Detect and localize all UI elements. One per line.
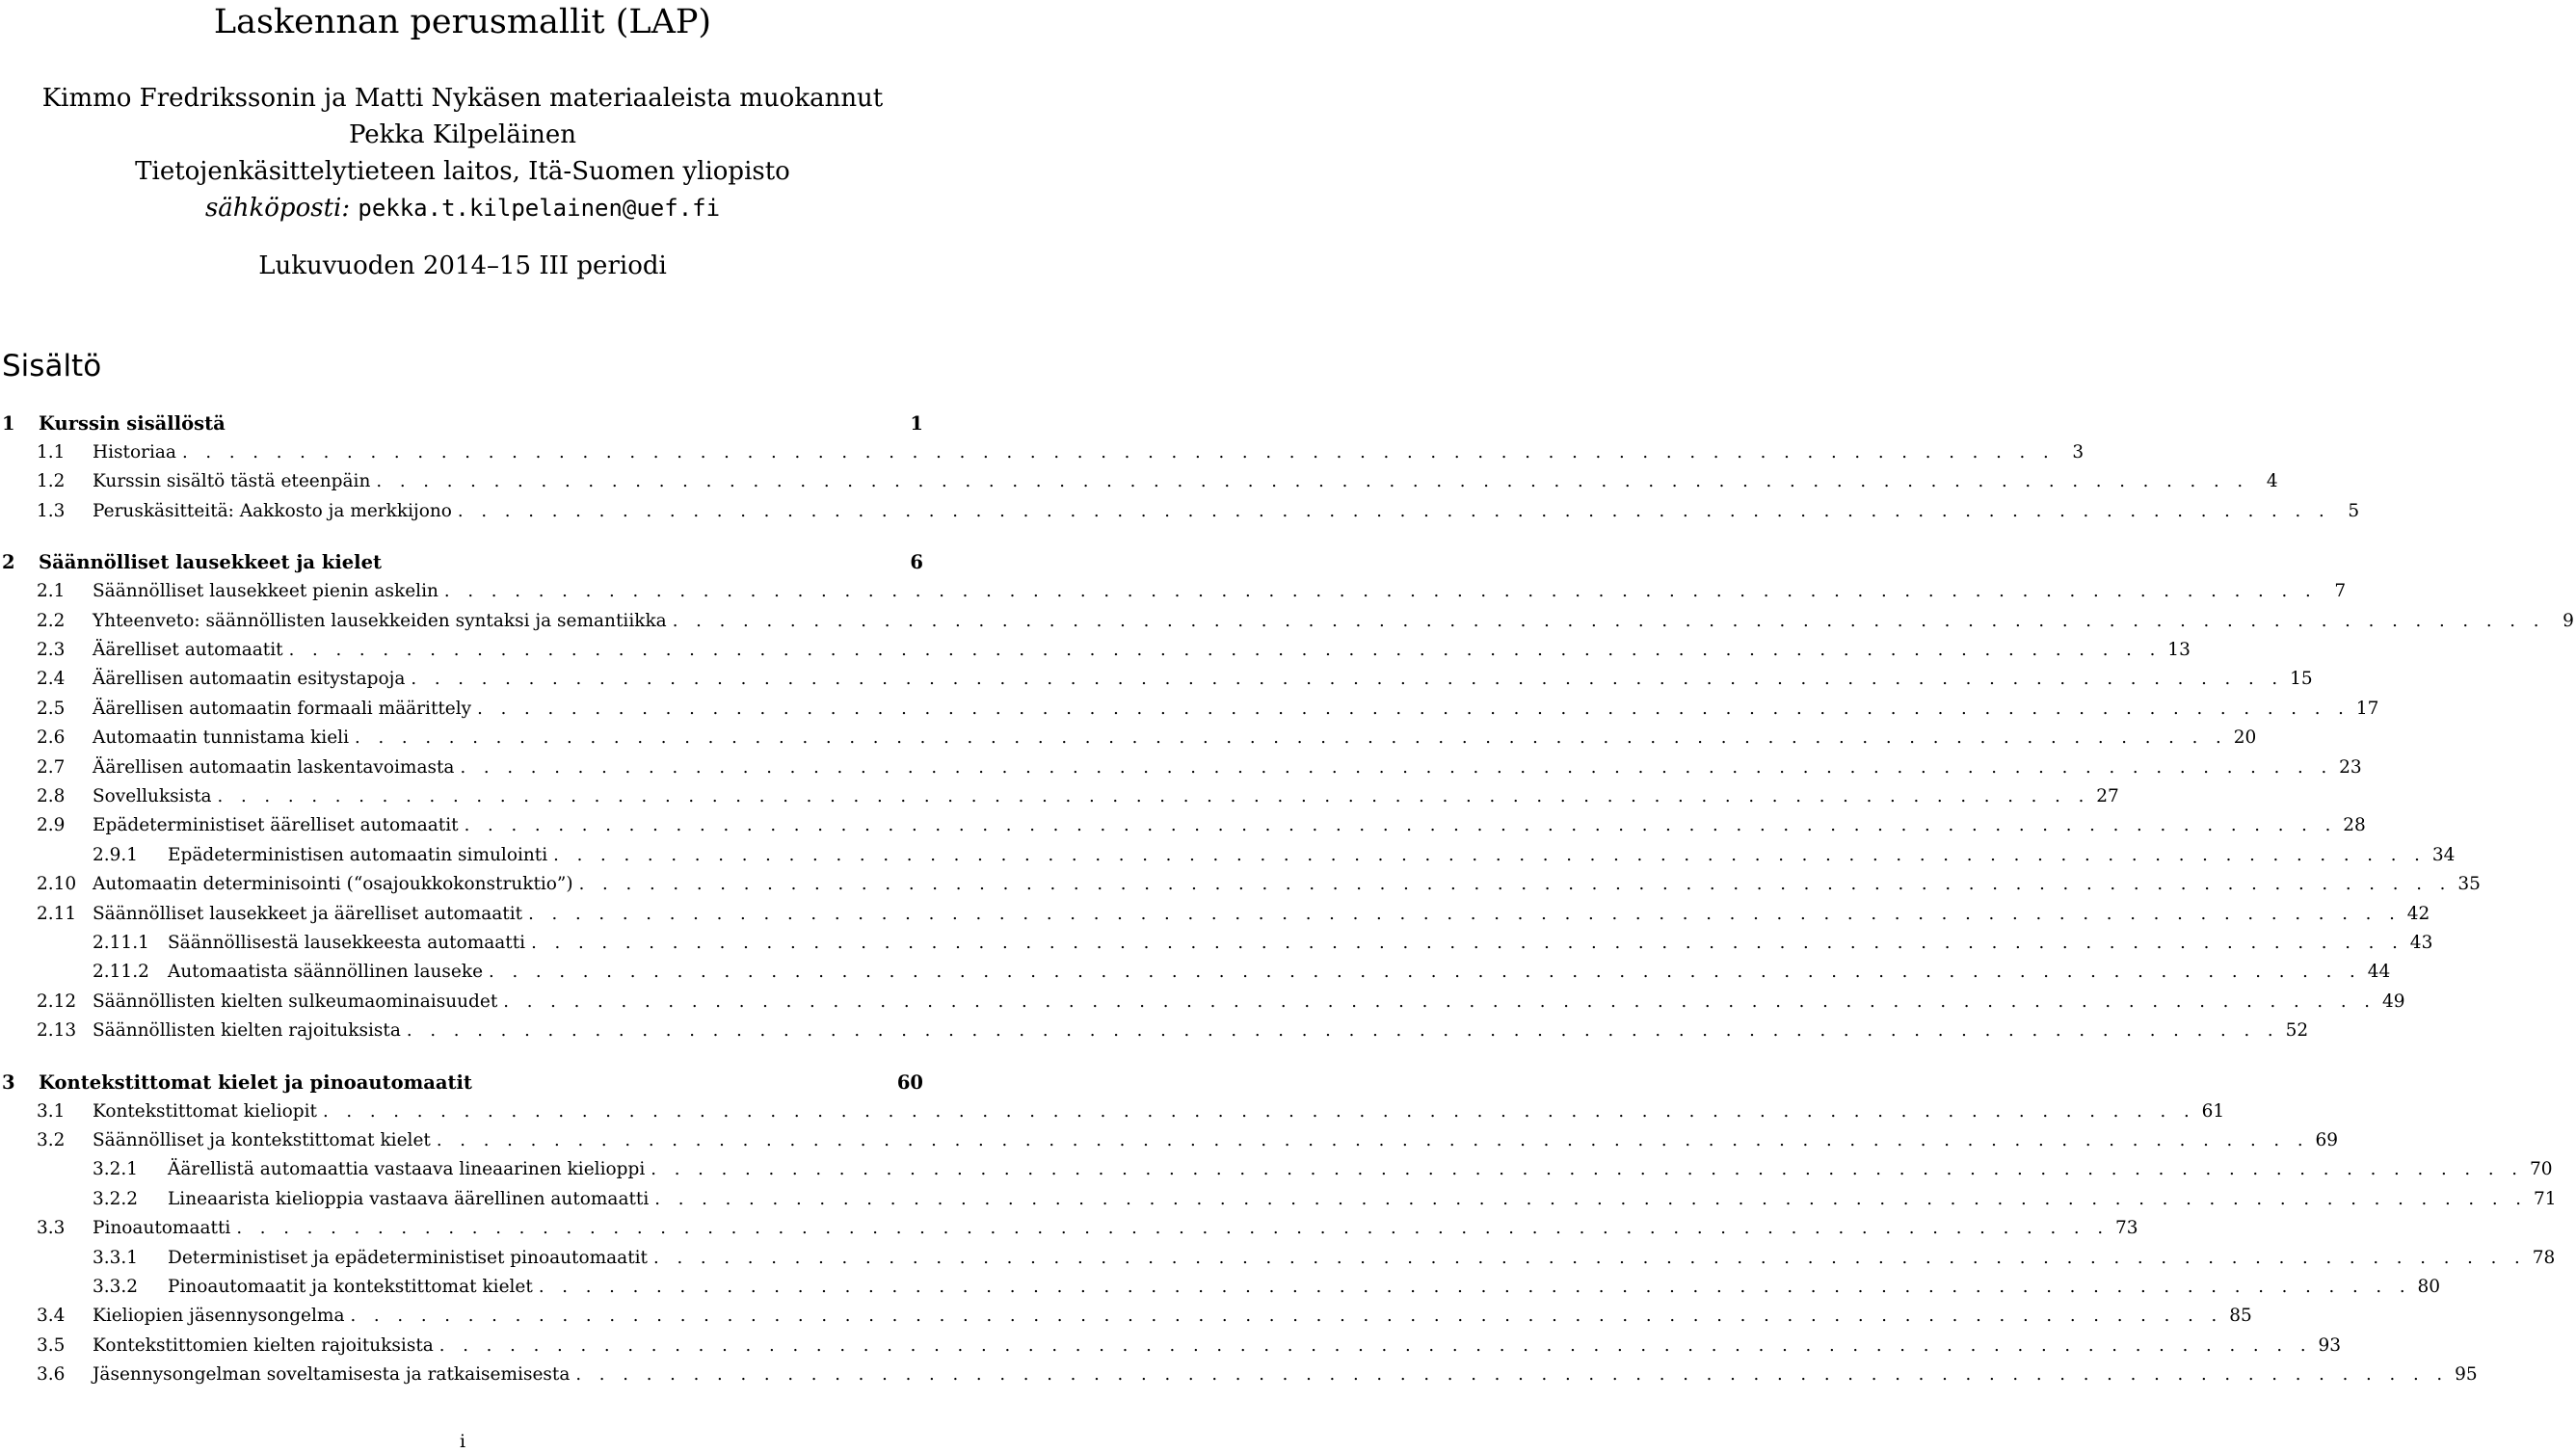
toc-dot-leader: . . . . . . . . . . . . . . . . . . . . . . . . . . . . . . . . . . . . . . . . . . . . . . . . . . . . . . . . . . . . . . . . . . . . . . . . . . . . . . . . [578, 874, 2452, 895]
toc-dot-leader: . . . . . . . . . . . . . . . . . . . . . . . . . . . . . . . . . . . . . . . . . . . . . . . . . . . . . . . . . . . . . . . . . . . . . . . . . . . . . . . . [236, 1218, 2110, 1239]
toc-entry-number: 2.5 [37, 698, 66, 719]
page-number: i [459, 1431, 466, 1452]
toc-entry-number: 2.6 [37, 727, 66, 749]
toc-subsection-entry[interactable] [0, 841, 2456, 870]
toc-entry-label: Kurssin sisällöstä [39, 412, 226, 435]
toc-dot-leader: . . . . . . . . . . . . . . . . . . . . . . . . . . . . . . . . . . . . . . . . . . . . . . . . . . . . . . . . . . . . . . . . . . . . . . . . . . . . . . . . [181, 442, 2056, 462]
toc-entry-label: Kurssin sisältö tästä eteenpäin [93, 471, 371, 492]
email-address[interactable]: pekka.t.kilpelainen@uef.fi [358, 195, 721, 222]
toc-entry-number: 2.3 [37, 640, 66, 660]
toc-dot-leader: . . . . . . . . . . . . . . . . . . . . . . . . . . . . . . . . . . . . . . . . . . . . . . . . . . . . . . . . . . . . . . . . . . . . . . . . . . . . . . . . [443, 581, 2318, 602]
toc-entry-number: 1.2 [37, 471, 66, 492]
toc-entry-number: 2.11.2 [93, 962, 149, 983]
toc-entry-page: 13 [2167, 640, 2191, 660]
toc-entry-label: Peruskäsitteitä: Aakkosto ja merkkijono [93, 500, 452, 521]
toc-entry-page: 80 [2417, 1277, 2441, 1297]
toc-entry-label: Säännöllisestä lausekkeesta automaatti [168, 933, 526, 953]
toc-entry-label: Säännölliset lausekkeet ja kielet [39, 551, 382, 574]
affiliation: Tietojenkäsittelytieteen laitos, Itä-Suomen yliopisto [135, 157, 790, 186]
toc-entry-number: 1.3 [37, 500, 66, 521]
toc-section-entry[interactable] [0, 988, 2405, 1017]
toc-dot-leader: . . . . . . . . . . . . . . . . . . . . . . . . . . . . . . . . . . . . . . . . . . . . . . . . . . . . . . . . . . . . . . . . . . . . . . . . . . . . . . . . [436, 1130, 2310, 1150]
toc-entry-page: 5 [2348, 500, 2360, 521]
toc-chapter-entry[interactable] [0, 409, 925, 438]
toc-subsection-entry[interactable] [0, 929, 2433, 958]
toc-entry-label: Säännöllisten kielten sulkeumaominaisuudet [93, 991, 498, 1012]
toc-entry-page: 7 [2334, 581, 2347, 602]
toc-section-entry[interactable] [0, 870, 2481, 899]
toc-section-entry[interactable] [0, 577, 2347, 606]
toc-entry-number: 3.3.2 [93, 1277, 139, 1297]
toc-entry-number: 2.8 [37, 786, 66, 806]
toc-entry-number: 2.4 [37, 669, 66, 690]
toc-section-entry[interactable] [0, 695, 2379, 724]
toc-entry-page: 35 [2457, 874, 2481, 895]
toc-entry-label: Epädeterministisen automaatin simulointi [168, 844, 548, 865]
toc-entry-page: 34 [2431, 844, 2456, 865]
toc-dot-leader: . . . . . . . . . . . . . . . . . . . . . . . . . . . . . . . . . . . . . . . . . . . . . . . . . . . . . . . . . . . . . . . . . . . . . . . . . . . . . . . . [477, 698, 2350, 719]
toc-dot-leader: . . . . . . . . . . . . . . . . . . . . . . . . . . . . . . . . . . . . . . . . . . . . . . . . . . . . . . . . . . . . . . . . . . . . . . . . . . . . . . . . [457, 500, 2331, 521]
term-line: Lukuvuoden 2014–15 III periodi [258, 251, 667, 280]
toc-section-entry[interactable] [0, 1126, 2339, 1155]
toc-entry-number: 2.7 [37, 756, 66, 778]
toc-entry-number: 2.13 [37, 1020, 77, 1042]
toc-dot-leader: . . . . . . . . . . . . . . . . . . . . . . . . . . . . . . . . . . . . . . . . . . . . . . . . . . . . . . . . . . . . . . . . . . . . . . . . . . . . . . . . [438, 1334, 2313, 1356]
toc-subsection-entry[interactable] [0, 958, 2391, 987]
toc-entry-number: 3.5 [37, 1334, 66, 1356]
toc-dot-leader: . . . . . . . . . . . . . . . . . . . . . . . . . . . . . . . . . . . . . . . . . . . . . . . . . . . . . . . . . . . . . . . . . . . . . . . . . . . . . . . . [322, 1100, 2196, 1122]
toc-section-entry[interactable] [0, 724, 2257, 753]
toc-entry-page: 1 [910, 412, 923, 435]
toc-entry-label: Automaatin determinisointi (“osajoukkokonstruktio”) [93, 874, 573, 895]
toc-dot-leader: . . . . . . . . . . . . . . . . . . . . . . . . . . . . . . . . . . . . . . . . . . . . . . . . . . . . . . . . . . . . . . . . . . . . . . . . . . . . . . . . [288, 640, 2162, 660]
toc-entry-page: 61 [2201, 1100, 2225, 1122]
toc-dot-leader: . . . . . . . . . . . . . . . . . . . . . . . . . . . . . . . . . . . . . . . . . . . . . . . . . . . . . . . . . . . . . . . . . . . . . . . . . . . . . . . . [376, 471, 2249, 492]
toc-entry-label: Kontekstittomat kielet ja pinoautomaatit [39, 1070, 472, 1094]
toc-entry-page: 49 [2381, 991, 2405, 1012]
toc-chapter-entry[interactable] [0, 548, 925, 577]
toc-section-entry[interactable] [0, 1097, 2225, 1126]
toc-entry-page: 70 [2529, 1159, 2553, 1180]
toc-dot-leader: . . . . . . . . . . . . . . . . . . . . . . . . . . . . . . . . . . . . . . . . . . . . . . . . . . . . . . . . . . . . . . . . . . . . . . . . . . . . . . . . [654, 1188, 2528, 1209]
toc-entry-number: 2.1 [37, 581, 66, 602]
email-label: sähköposti: [204, 194, 351, 223]
toc-entry-label: Deterministiset ja epädeterministiset pinoautomaatit [168, 1247, 648, 1268]
toc-entry-page: 28 [2343, 815, 2366, 836]
author-line: Kimmo Fredrikssonin ja Matti Nykäsen materiaaleista muokannut [41, 84, 884, 113]
toc-section-entry[interactable] [0, 1017, 2309, 1045]
toc-dot-leader: . . . . . . . . . . . . . . . . . . . . . . . . . . . . . . . . . . . . . . . . . . . . . . . . . . . . . . . . . . . . . . . . . . . . . . . . . . . . . . . . [460, 756, 2333, 778]
toc-section-entry[interactable] [0, 1361, 2478, 1389]
toc-entry-page: 85 [2229, 1306, 2252, 1327]
toc-dot-leader: . . . . . . . . . . . . . . . . . . . . . . . . . . . . . . . . . . . . . . . . . . . . . . . . . . . . . . . . . . . . . . . . . . . . . . . . . . . . . . . . [217, 786, 2090, 806]
toc-entry-number: 3.6 [37, 1364, 66, 1386]
toc-entry-number: 3.3 [37, 1218, 66, 1239]
toc-entry-label: Äärelliset automaatit [93, 640, 283, 660]
toc-section-entry[interactable] [0, 438, 2085, 467]
toc-section-entry[interactable] [0, 1332, 2342, 1361]
toc-entry-number: 2.11 [37, 903, 77, 924]
toc-entry-page: 15 [2290, 669, 2313, 690]
toc-entry-page: 95 [2455, 1364, 2478, 1386]
toc-section-entry[interactable] [0, 497, 2360, 526]
toc-entry-number: 3.2 [37, 1130, 66, 1150]
toc-entry-page: 4 [2266, 471, 2278, 492]
toc-dot-leader: . . . . . . . . . . . . . . . . . . . . . . . . . . . . . . . . . . . . . . . . . . . . . . . . . . . . . . . . . . . . . . . . . . . . . . . . . . . . . . . . [350, 1306, 2223, 1327]
toc-section-entry[interactable] [0, 1214, 2138, 1243]
toc-entry-page: 9 [2563, 610, 2574, 631]
toc-dot-leader: . . . . . . . . . . . . . . . . . . . . . . . . . . . . . . . . . . . . . . . . . . . . . . . . . . . . . . . . . . . . . . . . . . . . . . . . . . . . . . . . [531, 933, 2404, 953]
toc-entry-label: Automaatista säännöllinen lauseke [168, 962, 484, 983]
toc-entry-number: 2.2 [37, 610, 66, 631]
toc-entry-number: 2.12 [37, 991, 77, 1012]
toc-section-entry[interactable] [0, 900, 2430, 929]
toc-subsection-entry[interactable] [0, 1155, 2553, 1184]
toc-subsection-entry[interactable] [0, 1185, 2557, 1214]
toc-dot-leader: . . . . . . . . . . . . . . . . . . . . . . . . . . . . . . . . . . . . . . . . . . . . . . . . . . . . . . . . . . . . . . . . . . . . . . . . . . . . . . . . [406, 1020, 2280, 1042]
toc-entry-number: 2.11.1 [93, 933, 149, 953]
toc-dot-leader: . . . . . . . . . . . . . . . . . . . . . . . . . . . . . . . . . . . . . . . . . . . . . . . . . . . . . . . . . . . . . . . . . . . . . . . . . . . . . . . . [538, 1277, 2412, 1297]
toc-subsection-entry[interactable] [0, 1244, 2556, 1273]
toc-entry-page: 93 [2318, 1334, 2342, 1356]
toc-entry-label: Historiaa [93, 442, 176, 462]
toc-section-entry[interactable] [0, 467, 2278, 496]
toc-entry-number: 3.1 [37, 1100, 66, 1122]
toc-entry-label: Kontekstittomien kielten rajoituksista [93, 1334, 434, 1356]
toc-entry-page: 71 [2533, 1188, 2557, 1209]
toc-section-entry[interactable] [0, 753, 2362, 782]
toc-entry-number: 3.2.1 [93, 1159, 139, 1180]
toc-section-entry[interactable] [0, 665, 2313, 694]
toc-entry-label: Äärellisen automaatin esitystapoja [93, 669, 406, 690]
toc-entry-number: 2.9 [37, 815, 66, 836]
toc-section-entry[interactable] [0, 636, 2191, 665]
author-name: Pekka Kilpeläinen [348, 120, 577, 149]
toc-section-entry[interactable] [0, 811, 2366, 840]
toc-dot-leader: . . . . . . . . . . . . . . . . . . . . . . . . . . . . . . . . . . . . . . . . . . . . . . . . . . . . . . . . . . . . . . . . . . . . . . . . . . . . . . . . [411, 669, 2284, 690]
toc-section-entry[interactable] [0, 1302, 2252, 1331]
toc-entry-page: 60 [896, 1070, 923, 1094]
toc-entry-page: 17 [2355, 698, 2379, 719]
toc-entry-label: Epädeterministiset äärelliset automaatit [93, 815, 459, 836]
toc-entry-number: 3 [2, 1070, 15, 1094]
toc-entry-label: Kontekstittomat kieliopit [93, 1100, 317, 1122]
toc-entry-number: 1 [2, 412, 15, 435]
toc-entry-label: Sovelluksista [93, 786, 212, 806]
toc-entry-page: 3 [2072, 442, 2085, 462]
toc-section-entry[interactable] [0, 607, 2574, 636]
toc-entry-label: Lineaarista kielioppia vastaava äärellinen automaatti [168, 1188, 650, 1209]
toc-entry-number: 2.10 [37, 874, 77, 895]
toc-entry-label: Pinoautomaatti [93, 1218, 231, 1239]
toc-dot-leader: . . . . . . . . . . . . . . . . . . . . . . . . . . . . . . . . . . . . . . . . . . . . . . . . . . . . . . . . . . . . . . . . . . . . . . . . . . . . . . . . [528, 903, 2402, 924]
toc-dot-leader: . . . . . . . . . . . . . . . . . . . . . . . . . . . . . . . . . . . . . . . . . . . . . . . . . . . . . . . . . . . . . . . . . . . . . . . . . . . . . . . . [355, 727, 2228, 749]
toc-entry-page: 23 [2339, 756, 2362, 778]
toc-entry-label: Säännölliset lausekkeet pienin askelin [93, 581, 438, 602]
toc-chapter-entry[interactable] [0, 1069, 925, 1097]
toc-dot-leader: . . . . . . . . . . . . . . . . . . . . . . . . . . . . . . . . . . . . . . . . . . . . . . . . . . . . . . . . . . . . . . . . . . . . . . . . . . . . . . . . [672, 610, 2545, 631]
toc-entry-page: 52 [2285, 1020, 2309, 1042]
toc-dot-leader: . . . . . . . . . . . . . . . . . . . . . . . . . . . . . . . . . . . . . . . . . . . . . . . . . . . . . . . . . . . . . . . . . . . . . . . . . . . . . . . . [653, 1247, 2527, 1268]
toc-section-entry[interactable] [0, 782, 2119, 811]
toc-heading: Sisältö [2, 349, 102, 383]
toc-entry-label: Jäsennysongelman soveltamisesta ja ratkaisemisesta [93, 1364, 571, 1386]
toc-entry-label: Äärellistä automaattia vastaava lineaarinen kielioppi [168, 1159, 646, 1180]
toc-entry-number: 2 [2, 551, 15, 574]
toc-entry-label: Säännöllisten kielten rajoituksista [93, 1020, 401, 1042]
toc-entry-page: 44 [2367, 962, 2391, 983]
toc-entry-number: 1.1 [37, 442, 66, 462]
toc-entry-page: 73 [2115, 1218, 2138, 1239]
toc-entry-label: Äärellisen automaatin formaali määrittely [93, 698, 472, 719]
toc-entry-page: 42 [2406, 903, 2430, 924]
toc-entry-page: 69 [2315, 1130, 2339, 1150]
toc-dot-leader: . . . . . . . . . . . . . . . . . . . . . . . . . . . . . . . . . . . . . . . . . . . . . . . . . . . . . . . . . . . . . . . . . . . . . . . . . . . . . . . . [503, 991, 2377, 1012]
toc-entry-number: 3.4 [37, 1306, 66, 1327]
toc-entry-label: Automaatin tunnistama kieli [93, 727, 350, 749]
toc-entry-label: Kieliopien jäsennysongelma [93, 1306, 345, 1327]
toc-subsection-entry[interactable] [0, 1273, 2441, 1302]
toc-entry-page: 43 [2409, 933, 2433, 953]
toc-dot-leader: . . . . . . . . . . . . . . . . . . . . . . . . . . . . . . . . . . . . . . . . . . . . . . . . . . . . . . . . . . . . . . . . . . . . . . . . . . . . . . . . [489, 962, 2362, 983]
toc-entry-label: Yhteenveto: säännöllisten lausekkeiden syntaksi ja semantiikka [93, 610, 667, 631]
toc-entry-label: Säännölliset ja kontekstittomat kielet [93, 1130, 431, 1150]
toc-entry-page: 6 [910, 551, 923, 574]
toc-entry-label: Pinoautomaatit ja kontekstittomat kielet [168, 1277, 533, 1297]
toc-entry-label: Säännölliset lausekkeet ja äärelliset automaatit [93, 903, 523, 924]
toc-dot-leader: . . . . . . . . . . . . . . . . . . . . . . . . . . . . . . . . . . . . . . . . . . . . . . . . . . . . . . . . . . . . . . . . . . . . . . . . . . . . . . . . [575, 1364, 2449, 1386]
toc-entry-number: 3.3.1 [93, 1247, 139, 1268]
document-title: Laskennan perusmallit (LAP) [213, 3, 712, 41]
toc-entry-number: 2.9.1 [93, 844, 139, 865]
toc-entry-page: 20 [2233, 727, 2257, 749]
toc-dot-leader: . . . . . . . . . . . . . . . . . . . . . . . . . . . . . . . . . . . . . . . . . . . . . . . . . . . . . . . . . . . . . . . . . . . . . . . . . . . . . . . . [553, 844, 2427, 865]
toc-entry-page: 27 [2096, 786, 2119, 806]
toc-entry-number: 3.2.2 [93, 1188, 139, 1209]
toc-dot-leader: . . . . . . . . . . . . . . . . . . . . . . . . . . . . . . . . . . . . . . . . . . . . . . . . . . . . . . . . . . . . . . . . . . . . . . . . . . . . . . . . [651, 1159, 2524, 1180]
toc-entry-label: Äärellisen automaatin laskentavoimasta [93, 756, 455, 778]
toc-entry-page: 78 [2532, 1247, 2556, 1268]
toc-dot-leader: . . . . . . . . . . . . . . . . . . . . . . . . . . . . . . . . . . . . . . . . . . . . . . . . . . . . . . . . . . . . . . . . . . . . . . . . . . . . . . . . [464, 815, 2337, 836]
